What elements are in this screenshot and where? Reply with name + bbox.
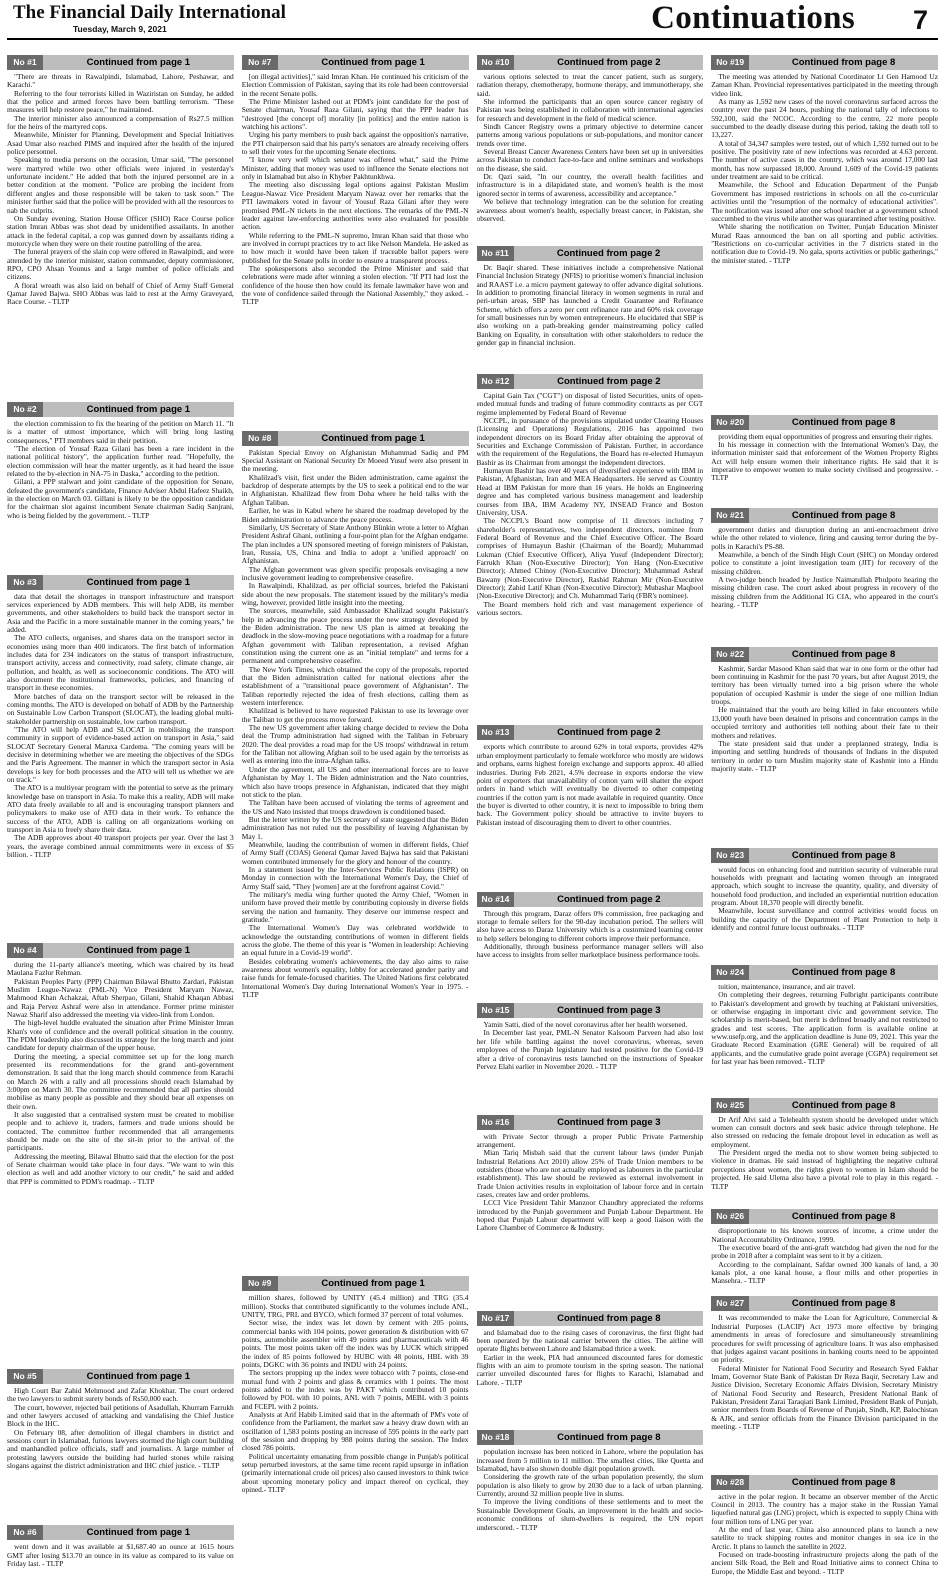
story-body [477,910,704,1000]
story-number-tag: No #1 [7,55,43,70]
story-number-tag: No #16 [477,1115,515,1130]
story-paragraph: At the end of last year, China also announced plans to launch a new satellite to track shipping routes and monitor changes in sea ice in the Arctic. It plans to launch the satellite in 2022. [711,1524,938,1551]
column-2 [242,55,469,1580]
issue-date: Tuesday, March 9, 2021 [73,24,167,34]
story-body [711,73,938,411]
story-paragraph: We believe that technology integration can be the solution for creating awareness about women's health, especially breast cancer, in Pakistan, she observed. [476,197,704,223]
story-paragraph: It was recommended to make the Loan for Agriculture, Commercial & Industrial Purposes (LACIP) Act 1973 more effective by bringing amendments in areas of foreclosure and simultaneously streamlining procedures for swift processing of agriculture loans. It was also emphasised that judges against vacant positions in banking courts need to be appointed on priority. [711,1314,938,1365]
continued-label: Continued from page 8 [791,849,896,861]
story-paragraph: Gilani, a PPP stalwart and joint candidate of the opposition for Senate, defeated the government's candidate, Finance Adviser Abdul Hafeez Shaikh, in the election on March 03. Gillani is likely to be the opposition candidate for the chairman slot against incumbent Senate chairman Sadiq Sanjrani, who is being fielded by the government. - TLTP [7,477,234,520]
story-header [242,55,469,70]
story-paragraph: On Sunday evening, Station House Officer (SHO) Race Course police station Imran Abbas was shot dead by unidentified assailants. In another attack in the federal capital, a cop was gunned down by assailants riding a motorcycle when they were on their routine patrolling of the area. [7,213,234,248]
story-header [477,1430,704,1445]
story-paragraph: Pakistan Special Envoy on Afghanistan Muhammad Sadiq and PM Special Assistant on National Security Dr Moeed Yusuf were also present in the meeting. [241,448,469,474]
story-body [477,1133,704,1307]
story-paragraph: A floral wreath was also laid on behalf of Chief of Army Staff General Qamar Javed Bajwa. SHO Abbas was laid to rest at the Army Graveyard, Race Course. - TLTP [7,280,234,307]
story-header [7,1369,234,1384]
story-paragraph: "The election of Yousaf Raza Gilani has been a rare incident in the national political history", the application further read. "Hopefully, the election commission will hear the matter urgently, as it had heard the issue related to the by-election in NA-75 in Daska," according to the petition. [7,444,234,479]
story [711,415,938,504]
story-paragraph: Under the agreement, all US and other international forces are to leave Afghanistan by May 1. The Biden administration and the Nato countries, which also have troops presence in Afghanistan, indicated that they might not stick to the plan. [241,764,469,799]
story-body [477,1021,704,1111]
story-body [242,449,469,1272]
story [477,725,704,887]
story-header [711,415,938,430]
story-paragraph: On completing their degrees, returning Fulbright participants contribute to Pakistan's development and growth by teaching at Pakistani universities, or otherwise engaging in important civic and government service. The scholarship is merit-based, but merit is defined broadly and not restricted to grades and test scores. The application form is available online at www.usefp.org, and the application deadline is June 09, 2021. This year the Graduate Record Examination (GRE General) will be required of all applicants, and the cumulative grade point average (CGPA) requirement set for last year has been removed.- TLTP [711,990,938,1067]
story-header [711,1098,938,1113]
story-paragraph: The ADB approves about 40 transport projects per year. Over the last 3 years, the average combined annual commitments were in excess of $5 billion. - TLTP [7,833,234,860]
story-paragraph: On February 08, after demolition of illegal chambers in district and sessions court in Islamabad, furious lawyers stormed the high court building and manhandled police officials, staff and journalists. A large number of protesting lawyers outside the building had hurled stones while raising slogans against the district administration and IHC chief justice. - TLTP [7,1427,234,1471]
story-paragraph: went down and it was available at $1,687.40 an ounce at 1615 hours GMT after losing $13.70 an ounce in its value as compared to its value on Friday last. - TLTP [7,1543,234,1568]
story-paragraph: The NCCPL's Board now comprise of 11 directors including 7 shareholder's representatives, two independent directors, nominee from Federal Board of Revenue and the Chief Executive Officer. The Board comprises of Humayun Bashir (Chairman of the Board); Muhammad Lukman (Chief Executive Officer), Aliya Yusuf (Independent Director); Farrukh Khan (Non-Executive Director); Yon Hang (Non-Executive Director); Ahmed Chinoy (Non-Executive Director); Muhammad Ashraf Bawany (Non-Executive Director), Rashid Rahman Mir (Non-Executive Director); Zahid Latif Khan (Non-Executive Director); Mubashar Maqbool (Non-Executive Director); and Ch. Muhammad Tariq (FBR's nominee). [476,516,704,601]
story-paragraph: data that detail the shortages in transport infrastructure and transport services experienced by ADB members. This will help ADB, its member governments, and other stakeholders to build back the transport sector in Asia and the Pacific in a more sustainable manner in the coming years," he added. [7,592,234,634]
story-paragraph: tuition, maintenance, insurance, and air travel. [718,983,856,992]
story-paragraph: The ATO collects, organises, and shares data on the transport sector in economies using more than 400 indicators. The first batch of information includes data for 234 indicators on the status of transport infrastructure, transport activity, access and connectivity, road safety, climate change, air pollution, and health, as well as socioeconomic conditions. The ATO will also document the institutional frameworks, policies, and financing of transport in these economies. [7,633,234,693]
story-header [477,1115,704,1130]
story-header [477,1311,704,1326]
story-paragraph: The funeral prayers of the slain cop were offered in Rawalpindi, and were attended by the interior minister, station commander, deputy commissioner, RPO, CPO Ahsan Younus and a large number of police officials and citizens. [7,247,234,282]
story-header [711,1475,938,1490]
story-paragraph: Capital Gain Tax ("CGT") on disposal of listed Securities, units of open-ended mutual funds and trading of future commodity contracts as per CGT regime implemented by Federal Board of Revenue [476,392,704,417]
story-header [7,943,234,958]
story-paragraph: In December last year, PML-N Senator Kalsoom Parveen had also lost her life while battling against the novel coronavirus, whereas, seven employees of the Punjab legislature had tested positive for the Covid-19 after a drive of coronavirus tests launched on the instructions of Speaker Pervez Elahi earlier in November 2020. - TLTP [476,1028,704,1071]
continued-label: Continued from page 8 [791,967,896,979]
story-paragraph: "I know very well which senator was offered what," said the Prime Minister, adding that money was used to influence the Senate elections not only in Islamabad but also in Khyber Pakhtunkhwa. [241,155,469,182]
story-paragraph: In a statement issued by the Inter-Services Public Relations (ISPR) on Monday in connection with the International Women's Day, the Chief of Army Staff said, "They [women] are at the forefront against Covid." [241,864,469,891]
story-paragraph: Addressing the meeting, Bilawal Bhutto said that the election for the post of Senate chairman would take place in four days. "We want to win this election as well and add another victory to our credit," he said and added that PPP is committed to PDM's roadmap. - TLTP [7,1151,234,1186]
story-header [7,575,234,590]
story-paragraph: Besides celebrating women's achievements, the day also aims to raise awareness about women's equality, lobby for accelerated gender parity and raise funds for female-focused charities. The United Nations first celebrated International Women's Day during International Women's Year in 1975. - TLTP [241,956,469,1000]
story-paragraph: Similarly, US Secretary of State Anthony Blinkin wrote a letter to Afghan President Ashraf Ghani, outlining a four-point plan for the Afghan endgame. The plan includes a UN sponsored meeting of foreign ministers of Pakistan, Iran, Russia, US, China and India to adopt a 'unified approach' on Afghanistan. [241,522,469,566]
story-body [477,264,704,370]
story-paragraph: But the letter written by the US secretary of state suggested that the Biden administration has not ruled out the possibility of leaving Afghanistan by May 1. [241,814,469,841]
story-body [7,1387,234,1521]
story-paragraph: The spokespersons also seconded the Prime Minister and said that celebrations were made after winning a stolen election. "If PTI had lost the confidence of the house then how could its female lawmaker have won and the vote of confidence sailed through the National Assembly," they asked. - TLTP [241,263,469,307]
story-paragraph: The state president said that under a preplanned strategy, India is importing and settling hundreds of thousands of Indians in the disputed territory in order to turn Muslim majority state of Kashmir into a Hindu majority state. - TLTP [711,738,938,773]
story-paragraph: Humayun Bashir has over 40 years of diversified experience with IBM in Pakistan, Afghanistan, Iran and MEA Headquarters. He served as Country Head at IBM Pakistan for more than 16 years. He holds an Engineering degree and has completed various business management and leadership courses from IBA, IBM Academy NY, INSEAD France and Boston University, USA. [476,466,704,517]
story-paragraph: Earlier in the week, PIA had announced discounted fares for domestic flights with an aim to promote tourism in the spring season. The national carrier unveiled discounted fares for flights to Karachi, Islamabad and Lahore. - TLTP [476,1352,704,1387]
page-number: 7 [912,5,928,35]
story-paragraph: Pakistan Peoples Party (PPP) Chairman Bilawal Bhutto Zardari, Pakistan Muslim League-Nawaz (PML-N) Vice President Maryam Nawaz, Mahmood Khan Achakzai, Aftab Sherpao, Gilani, Shahid Khaqan Abbasi and Raja Pervez Ashraf were also in attendance. Former prime minister Nawaz Sharif also addressed the meeting via video-link from London. [7,976,234,1019]
story-number-tag: No #24 [711,965,749,980]
story-paragraph: Meanwhile, the School and Education Department of the Punjab Government has imposed restrictions in schools on all the co-curricular activities until the "resumption of the normalcy of educational activities". The notification was issued after one school teacher at a government school succumbed to the virus while another was quarantined after testing positive. [711,180,938,223]
story [242,1276,469,1576]
story-paragraph: The sectors propping up the index were tobacco with 7 points, close-end mutual fund with 2 points and glass & ceramics with 1 points. The most points added to the index was by PAKT which contributed 10 points followed by POL with 10 points, ANL with 7 points, MEBL with 3 points and FCEPL with 2 points. [241,1368,469,1411]
story-paragraph: disproportionate to his known sources of income, a crime under the National Accountability Ordinance, 1999. [711,1227,938,1244]
story [477,1311,704,1427]
story-number-tag: No #19 [711,55,749,70]
story-header [477,725,704,740]
story [477,55,704,242]
story-paragraph: Several Breast Cancer Awareness Centers have been set up in universities across Pakistan to conduct face-to-face and online seminars and workshops on the disease, she said. [476,147,704,173]
continued-label: Continued from page 1 [321,57,425,68]
story-number-tag: No #4 [7,943,43,958]
story-body [477,1329,704,1427]
story-number-tag: No #26 [711,1209,749,1224]
story [7,55,234,398]
story-paragraph: She informed the participants that an open source cancer registry of Pakistan was being established in collaboration with international agencies for research and development in the field of medical science. [476,97,704,123]
story-paragraph: According to the complainant, Safdar owned 300 kanals of land, a 30 kanals plot, a one kanal house, a flour mills and other properties in Mansehra. - TLTP [711,1259,938,1286]
story-body [711,1493,938,1576]
column-1 [7,55,234,1580]
story-body [7,593,234,939]
story-paragraph: government duties and disruption during an anti-encroachment drive while the other related to violence, firing and causing terror during the by-polls in Karachi's PS-88. [711,526,938,551]
story-paragraph: In Rawalpindi, Khalilzad, as per official sources, briefed the Pakistani side about the new proposals. The statement issued by the military's media wing, however, provided little insight into the meeting. [241,581,469,607]
story-paragraph: During the meeting, a special committee set up for the long march presented its recommendations for the grand anti-government demonstration. It said that the long march should commence from Karachi on March 26 with a rally and all processions should reach Islamabad by 3:00pm on March 30. The committee recommended that all parties should mobilise as many people as possible and they should bear all expenses on their own. [7,1051,234,1111]
story [711,848,938,962]
continued-label: Continued from page 8 [791,416,896,428]
story-header [477,1003,704,1018]
story [711,1098,938,1205]
story-header [7,402,234,417]
continued-label: Continued from page 2 [557,893,661,905]
story-paragraph: with Private Sector through a proper Public Private Partnership arrangement. [476,1132,704,1150]
story-paragraph: While referring to the PML-N supremo, Imran Khan said that those who are involved in corrupt practices try to act like Nelson Mandela. He asked as to how much it would have been taken if traceable ballot papers were published for the Senate polls in order to ensure a transparent process. [241,230,469,265]
story-body [711,1227,938,1292]
story [7,943,234,1365]
story-paragraph: Urging his party members to push back against the opposition's narrative, the PTI chairperson said that his party's senators are already receiving offers to sell their votes for the upcoming Senate elections. [241,130,469,157]
story-paragraph: High Court Bar Zahid Mehmood and Zafar Khokhar. The court ordered the two lawyers to submit surety bonds of Rs50,000 each. [7,1387,234,1404]
continued-label: Continued from page 8 [791,1298,896,1310]
story [7,402,234,570]
story [711,965,938,1094]
story-paragraph: Khalilzad's visit, first under the Biden administration, came against the backdrop of desperate attempts by the US to seek a political end to the war in Afghanistan. Khalilzad flew from Doha where he held talks with the Afghan Taliban. [241,472,469,507]
section-title: Continuations [651,0,855,36]
continued-label: Continued from page 8 [791,510,896,522]
story-paragraph: LCCI Vice President Tahir Manzoor Chaudhry appreciated the reforms introduced by the Punjab government and Punjab Labour Department. He hoped that Punjab Labour department will keep a good liaison with the Lahore Chamber of Commerce & Industry. [476,1198,704,1233]
story-paragraph: The sources, meanwhile, said Ambassador Khalilzad sought Pakistan's help in advancing the peace process under the new strategy developed by the Biden administration. The new US plan is aimed at breaking the deadlock in the slow-moving peace negotiations with a roadmap for a future Afghan government with Taliban representation, a revised Afghan constitution using the current one as an "initial template" and terms for a permanent and comprehensive ceasefire. [241,606,469,666]
story [7,1525,234,1576]
continued-label: Continued from page 8 [791,648,896,660]
story-paragraph: The military's media wing further quoted the Army Chief, "Women in uniform have proved their mettle by contributing copiously in diverse fields serving the nation and humanity. They deserve our immense respect and gratitude." [241,889,469,924]
story-paragraph: The Prime Minister lashed out at PDM's joint candidate for the post of Senate chairman, Yousaf Raza Gilani, saying that the PPP leader has "destroyed [the concept of] morality [in politics] and the entire nation is watching his actions". [241,97,469,132]
masthead [7,0,938,40]
story [711,647,938,844]
story-header [477,55,704,70]
story-paragraph: The high-level huddle evaluated the situation after Prime Minister Imran Khan's vote of confidence and the overall political situation in the country. The PDM leadership also discussed its strategy for the long march and joint candidate for deputy chairman of the upper house. [7,1018,234,1053]
story-body [711,526,938,643]
story-paragraph: More batches of data on the transport sector will be released in the coming months. The ATO is developed on behalf of ADB by the Partnership on Sustainable Low Carbon Transport (SLOCAT), the leading global multi-stakeholder partnership on sustainable, low carbon transport. [7,691,234,726]
continued-label: Continued from page 1 [86,576,191,588]
story-paragraph: While sharing the notification on Twitter, Punjab Education Minister Murad Raas announced the ban on all sporting and public activities. "Restrictions on co-curricular activities in the 7 districts stated in the notification due to Covid-19. No gala, sports activities or public gatherings," the minister stated. - TLTP [711,222,938,265]
story-paragraph: [on illegal activities]," said Imran Khan. He continued his criticism of the Election Commission of Pakistan, saying that its role had been controversial in the recent Senate polls. [241,73,469,98]
story-paragraph: various options selected to treat the cancer patient, such as surgery, radiation therapy, chemotherapy, hormone therapy, and immunotherapy, she said. [476,73,704,98]
story [7,575,234,939]
story-paragraph: He maintained that the youth are being killed in fake encounters while 13,000 youth have been detained in prisons and concentration camps in the occupied territory and authorities tell nothing about their fate to their mothers and relatives. [711,705,938,740]
story-header [7,55,234,70]
story-paragraph: Earlier, he was in Kabul where he shared the roadmap developed by the Biden administration to advance the peace process. [241,506,469,524]
story-paragraph: Meanwhile, locust surveillance and control activities would focus on building the capacity of the Department of Plant Protection to help it identify and control future locust outbreaks. - TLTP [711,906,938,932]
story-body [242,1294,469,1576]
continued-label: Continued from page 2 [557,57,661,68]
story-paragraph: Federal Minister for National Food Security and Research Syed Fakhar Imam, Governor State Bank of Pakistan Dr Reza Baqir, Secretary Law and Justice Division, Secretary Economic Affairs Division, Secretary Ministry of National Food Security and Research, President National Bank of Pakistan, President Zarai Taraqiati Bank Limited, President Bank of Punjab, senior members from Boards of Revenue of Punjab, Sindh, KP, Balochistan & AJK, and senior officials from the Finance Division participated in the meeting. - TLTP [711,1363,938,1431]
continued-label: Continued from page 8 [557,1432,661,1444]
story-paragraph: Mian Tariq Misbah said that the current labour laws (under Punjab Industrial Relations Act 2010) allow 25% of Trade Union members to be outsiders (those who are not actually employed as labourers in the particular establishment). This law should be reviewed as external involvement in Trade Union activities results in exploitation of labour force and in certain cases, creates law and order problems. [476,1148,704,1200]
story-paragraph: would focus on enhancing food and nutrition security of vulnerable rural households with pregnant and lactating women through an integrated approach, which sought to increase the quantity, quality, and diversity of household food production, and included an experiential nutrition education program. About 18,370 people will directly benefit. [711,865,938,907]
story-body [7,1543,234,1576]
story-paragraph: To improve the living conditions of these settlements and to meet the Sustainable Development Goals, an improvement in the health and socio-economic conditions of slum-dwellers is required, the UN report underscored. - TLTP [476,1497,704,1532]
story [477,892,704,1000]
story-paragraph: The New York Times, which obtained the copy of the proposals, reported that the Biden administration called for national elections after the establishment of a "transitional peace government of Afghanistan". The Taliban reportedly rejected the idea of fresh elections, calling them as western interference. [241,664,469,708]
continued-label: Continued from page 1 [86,1527,191,1539]
story [242,55,469,427]
story [711,1296,938,1470]
story [711,55,938,411]
story-body [711,983,938,1094]
story-number-tag: No #18 [477,1430,515,1445]
story-paragraph: Dr Arif Alvi said a Telehealth system should be developed under which women can consult doctors and seek basic advice through telephone. He also stressed on reducing the female dropout level in education as well as employment. [711,1115,938,1149]
continued-label: Continued from page 1 [321,432,425,444]
columns-grid [7,55,938,1580]
story-number-tag: No #27 [711,1296,749,1311]
story-paragraph: Analysts at Arif Habib Limited said that in the aftermath of PM's vote of confidence from the Parliament, the market saw a heavy draw down with an oscillation of 1,583 points posting an increase of 595 points in the early part of the session and dropping by 988 points during the session. The Index closed 786 points. [241,1410,469,1453]
story-number-tag: No #7 [242,55,278,70]
continued-label: Continued from page 3 [557,1005,661,1017]
story-number-tag: No #9 [242,1276,278,1291]
story-header [477,246,704,261]
story-number-tag: No #28 [711,1475,749,1490]
story-paragraph: The court, however, rejected bail petitions of Asadullah, Khurram Farrukh and other lawyers accused of attacking and vandalising the Chief Justice Block in the IHC. [7,1402,234,1429]
story-body [7,420,234,570]
story-number-tag: No #21 [711,508,749,523]
story-number-tag: No #12 [477,374,515,389]
story-paragraph: exports which contribute to around 62% in total exports, provides 42% urban employment particularly to female workforce who mostly are widows and orphans, earns highest foreign exchange and supports approx. 40 allied industries. During Feb 2021, 4.5% decrease in exports endorse the view point of exporters that unavailability of cotton yarn will shatter the export orders in hand which will eventually be diverted to other competing countries if the cotton yarn is not made available in required quantity. Once the buyer is diverted to other country, it is next to impossible to bring them back. The Government policy should be attractive to invite buyers to Pakistan instead of discouraging them to divert to other countries. [476,743,704,827]
story-paragraph: The ATO is a multiyear program with the potential to serve as the primary knowledge base on transport in Asia. To make this a reality, ADB will make ATO data freely available to all and is encouraging transport planners and policymakers to make use of ATO data in their work. To enhance the success of the ATO, ADB is calling on all organizations working on transport in Asia to freely share their data. [7,783,234,835]
story-body [477,392,704,721]
story-paragraph: during the 11-party alliance's meeting, which was chaired by its head Maulana Fazlur Rehman. [7,960,234,978]
story-header [242,431,469,446]
continued-label: Continued from page 2 [557,727,661,739]
story-number-tag: No #5 [7,1369,43,1384]
story-number-tag: No #8 [242,431,278,446]
story-paragraph: Sector wise, the index was let down by cement with 205 points, commercial banks with 104 points, power generation & distribution with 67 points, automobile assembler with 49 points and pharmaceuticals with 46 points. The most points taken off the index was by LUCK which stripped the index of 85 points followed by HUBC with 48 points, HBL with 39 points, DGKC with 36 points and INDU with 24 points. [241,1318,469,1369]
story-body [711,1116,938,1205]
story [711,508,938,643]
story-paragraph: Kashmir, Sardar Masood Khan said that war in one form or the other had been continuing in Kashmir for the past 70 years, but after August 2019, the territory has been virtually turned into a big prison where the whole population of occupied Kashmir is under the siege of one million Indian troops. [711,664,938,707]
story-paragraph: In his message in connection with the International Women's Day, the information minister said that enforcement of the Women Property Rights Act will help ensure women their inheritance rights. He said that it is imperative to empower women to make society civilised and progressive. - TLTP [711,440,938,483]
story-paragraph: Speaking to media persons on the occasion, Umar said, "The personnel were martyred while two other officials were injured in yesterday's unfortunate incident." He added that both the injured personnel are in a better condition at the moment. "Police are probing the incident from different angles and those responsible will be taken to task soon." The minister further said that the police will be provided with all the resources to nab the culprits. [7,155,234,215]
story-number-tag: No #25 [711,1098,749,1113]
story-paragraph: Dr. Baqir shared. These initiatives include a comprehensive National Financial Inclusion Strategy (NFIS) to prioritise women's financial inclusion and RAAST i.e. a micro payment gateway to offer advance digital solutions. In addition to promoting financial literacy in women segments in rural and peri-urban areas, SBP has launched a Credit Guarantee and Refinance Scheme, which offers a zero per cent refinance rate and 60% risk coverage for small businesses run by women entrepreneurs. He elucidated that SBP is also working on a path-breaking gender mainstreaming policy called Banking on Equality, in consultation with other stakeholders to reduce the gender gap in financial inclusion. [476,263,704,348]
story-header [242,1276,469,1291]
story-header [711,647,938,662]
story-paragraph: population increase has been noticed in Lahore, where the population has increased from 5 million to 11 million. The smallest cities, like Quetta and Islamabad, have also shown double digit population growth. [476,1448,704,1474]
story-body [242,73,469,427]
story-number-tag: No #11 [477,246,514,261]
story-header [711,848,938,863]
story-paragraph: Dr. Qazi said, "In our country, the overall health facilities and infrastructure is in a dilapidated state, and women's health is the most ignored sector in terms of awareness, accessibility and acceptance." [476,172,704,198]
story-header [711,55,938,70]
story-number-tag: No #6 [7,1525,43,1540]
continued-label: Continued from page 2 [556,247,661,259]
story-number-tag: No #2 [7,402,43,417]
story-paragraph: active in the polar region. It became an observer member of the Arctic Council in 2013. The country has a major stake in the Russian Yamal liquefied natural gas (LNG) project, which is expected to supply China with four million tons of LNG per year. [711,1492,938,1526]
story [477,374,704,721]
story-paragraph: The meeting also discussing legal options against Pakistan Muslim League-Nawaz Vice President Maryam Nawaz over her remarks that the PTI lawmakers voted in favour of Yousuf Raza Gilani after they were promised PML-N tickets in the next elections. The remarks of the PML-N leader against law-enforcing authorities were also evaluated for possible action. [241,180,469,232]
story-paragraph: Sindh Cancer Registry owns a primary objective to determine cancer patterns among various populations or sub-populations, and monitor cancer trends over time. [476,122,704,148]
story [711,1475,938,1576]
story-body [711,866,938,962]
story-paragraph: Meanwhile, a bench of the Sindh High Court (SHC) on Monday ordered police to constitute a joint investigation team (JIT) for recovery of the missing children. [711,550,938,576]
continued-label: Continued from page 3 [557,1116,661,1128]
story [477,246,704,370]
story-body [477,73,704,242]
story-paragraph: As many as 1,592 new cases of the novel coronavirus surfaced across the country over the past 24 hours, pushing the national tally of infections to 592,100, said the NCOC. According to the centre, 22 more people succumbed to the deadly disease during this period, taking the death toll to 13,227. [711,97,938,140]
story-paragraph: "There are threats in Rawalpindi, Islamabad, Lahore, Peshawar, and Karachi." [7,73,234,90]
story-header [711,1209,938,1224]
column-4 [711,55,938,1580]
story-paragraph: The new US government after taking charge decided to review the Doha deal the Trump administration had signed with the Taliban in February 2020. The deal provides a road map for the US troops' withdrawal in return for the Taliban not allowing Afghan soil to be used again by the terrorists as well as entering into the intra-Afghan talks. [241,723,469,766]
column-3 [477,55,704,1580]
story-number-tag: No #15 [477,1003,515,1018]
story-paragraph: It also suggested that a centralised system must be created to mobilise people and to achieve it, traders, farmers and trade unions should be contacted. The committee further recommended that all arrangements should be made on the site of the sit-in prior to the arrival of the participants. [7,1110,234,1153]
story-number-tag: No #22 [711,647,749,662]
story-paragraph: Meanwhile, lauding the contribution of women in different fields, Chief of Army Staff (COAS) General Qamar Javed Bajwa has said that Pakistani women contributed immensely for the glory and honour of the country. [241,839,469,866]
continued-label: Continued from page 1 [321,1278,425,1290]
story-paragraph: A total of 34,347 samples were tested, out of which 1,592 turned out to be positive. The positivity rate of new infections was recorded at 4.63 percent. The number of active cases in the country, which was around 17,000 last month, has now surpassed 18,000. Around 1,609 of the Covid-19 patients under treatment are said to be critical. [711,138,938,182]
story-paragraph: The executive board of the anti-graft watchdog had given the nod for the probe in 2018 after a complaint was sent to it by a citizen. [711,1242,938,1261]
story-paragraph: providing them equal opportunities of progress and ensuring their rights. [718,432,933,441]
story-paragraph: "The ATO will help ADB and SLOCAT in mobilising the transport community in support of evidence-based action on transport in Asia," said SLOCAT Secretary General Maruxa Cardema. "The coming years will be decisive in determining whether we are meeting the objectives of the SDGs and the Paris Agreement. The manner in which the transport sector in Asia develops is key for both processes and the ATO will tell us whether we are on track." [7,725,234,785]
story-paragraph: The meeting was attended by National Coordinator Lt Gen Hamood Uz Zaman Khan. Provincial representatives participated in the meeting through video link. [711,73,938,98]
story-number-tag: No #10 [477,55,515,70]
story-paragraph: Additionally, through business performance manager sellers will also have access to insights from seller marketplace business performance tools. [476,941,704,960]
continued-label: Continued from page 1 [86,1371,191,1383]
story-number-tag: No #17 [477,1311,515,1326]
story-number-tag: No #23 [711,848,749,863]
continued-label: Continued from page 1 [86,404,191,416]
story-body [7,961,234,1365]
story-body [711,665,938,844]
story-paragraph: The Taliban have been accused of violating the terms of agreement and the US and Nato insisted that troops drawdown is conditioned based. [241,798,469,816]
story-body [477,1448,704,1576]
story-paragraph: Referring to the four terrorists killed in Waziristan on Sunday, he added that the police and armed forces have been battling terrorism. "These measures will help restore peace," he maintained. [7,88,234,115]
story-paragraph: NCCPL, in pursuance of the provisions stipulated under Clearing Houses (Licensing and Operations) Regulations, 2016 has appointed two independent directors on its Board Friday after obtaining the approval of Securities and Exchange Commission of Pakistan. Further, in accordance with the requirement of the Regulations, the Board has re-elected Humayun Bashir as its Chairman from amongst the independent directors. [476,416,704,467]
continued-label: Continued from page 8 [791,1211,896,1223]
continued-label: Continued from page 8 [791,57,896,68]
continued-label: Continued from page 8 [791,1099,896,1111]
story-number-tag: No #14 [477,892,515,907]
story [711,1209,938,1292]
masthead-right [651,2,932,34]
story-number-tag: No #13 [477,725,515,740]
story [477,1430,704,1576]
story-header [711,508,938,523]
story-paragraph: Khalilzad is believed to have requested Pakistan to use its leverage over the Taliban to get the process move forward. [241,706,469,724]
story-header [477,892,704,907]
story-paragraph: Political uncertainty emanating from possible change in Punjab's political setup perturbed investors, at the same time recent rapid upsurge in inflation (primarily international crude oil prices) also caused investors to think twice about upcoming monetary policy and impact thereof on cyclical, they opined.- TLTP [241,1451,469,1495]
story-paragraph: The Board members hold rich and vast management experience of various sectors. [476,599,704,617]
story-number-tag: No #3 [7,575,43,590]
paper-name: The Financial Daily International [13,2,286,23]
story-body [477,743,704,887]
story-paragraph: The Afghan government was given specific proposals envisaging a new inclusive government leading to comprehensive ceasefire. [241,564,469,582]
story-paragraph: Through this program, Daraz offers 0% commission, free packaging and storage to female sellers for the 90-day incubation period. The sellers will also have access to Daraz University which is a customized learning center to help sellers belonging to different cohorts improve their performance. [476,909,704,943]
story-paragraph: The President urged the media not to show women being subjected to violence in dramas. He said instead of highlighting the negative cultural perceptions about women, the rights given to women in Islam should be projected. He said Ulema also have a pivotal role to play in this regard. - TLTP [711,1148,938,1191]
continued-label: Continued from page 2 [557,376,661,388]
story-paragraph: the election commission to fix the hearing of the petition on March 11. "It is a matter of utmost importance, which will bring long lasting consequences," PTI members said in their petition. [7,420,234,445]
continued-label: Continued from page 8 [557,1312,661,1324]
continued-label: Continued from page 1 [86,57,191,68]
story-header [711,965,938,980]
masthead-left [13,3,286,34]
story-paragraph: and Islamabad due to the rising cases of coronavirus, the first flight had been operated by the national carrier between the cities. The airline will operate flights between Lahore and Islamabad thrice a week. [476,1328,704,1354]
story-number-tag: No #20 [711,415,749,430]
story-paragraph: Meanwhile, Minister for Planning, Development and Special Initiatives Asad Umar also reached PIMS and inquired after the health of the injured police personnel. [7,130,234,157]
story-body [711,1314,938,1470]
story-paragraph: Focused on trade-boosting infrastructure projects along the path of the ancient Silk Road, the Belt and Road Initiative aims to connect China to Europe, the Middle East and beyond. - TLTP [711,1549,938,1576]
continued-label: Continued from page 8 [791,1476,896,1488]
story-header [7,1525,234,1540]
continued-label: Continued from page 1 [86,944,191,956]
story-body [711,433,938,504]
story-body [7,73,234,398]
story-paragraph: Yamin Satti, died of the novel coronavirus after her health worsened. [483,1021,688,1030]
story-paragraph: The International Women's Day was celebrated worldwide to acknowledge the outstanding contributions of women in different fields across the globe. The theme of this year is "Women in leadership: Achieving an equal future in a Covid-19 world". [241,923,469,958]
story [477,1115,704,1307]
story [7,1369,234,1521]
story-paragraph: Considering the growth rate of the urban population presently, the slum population is also likely to grow by 2030 due to a lack of urban planning. Currently, around 32 million people live in slums. [476,1472,704,1499]
story-paragraph: A two-judge bench headed by Justice Naimatullah Phulpoto hearing the missing children case. The court asked about progress in recovery of the missing children from the Additional IG CIA, who appeared in the court's hearing. - TLTP [711,575,938,610]
story-paragraph: The interior minister also announced a compensation of Rs27.5 million for the heirs of the martyred cops. [7,113,234,132]
story-paragraph: million shares, followed by UNITY (45.4 million) and TRG (35.4 million). Stocks that contributed significantly to the volumes include ANL, UNITY, TRG, PRL and BYCO, which formed 37 percent of total volumes. [241,1294,469,1319]
story [242,431,469,1272]
story [477,1003,704,1111]
story-header [477,374,704,389]
story-header [711,1296,938,1311]
